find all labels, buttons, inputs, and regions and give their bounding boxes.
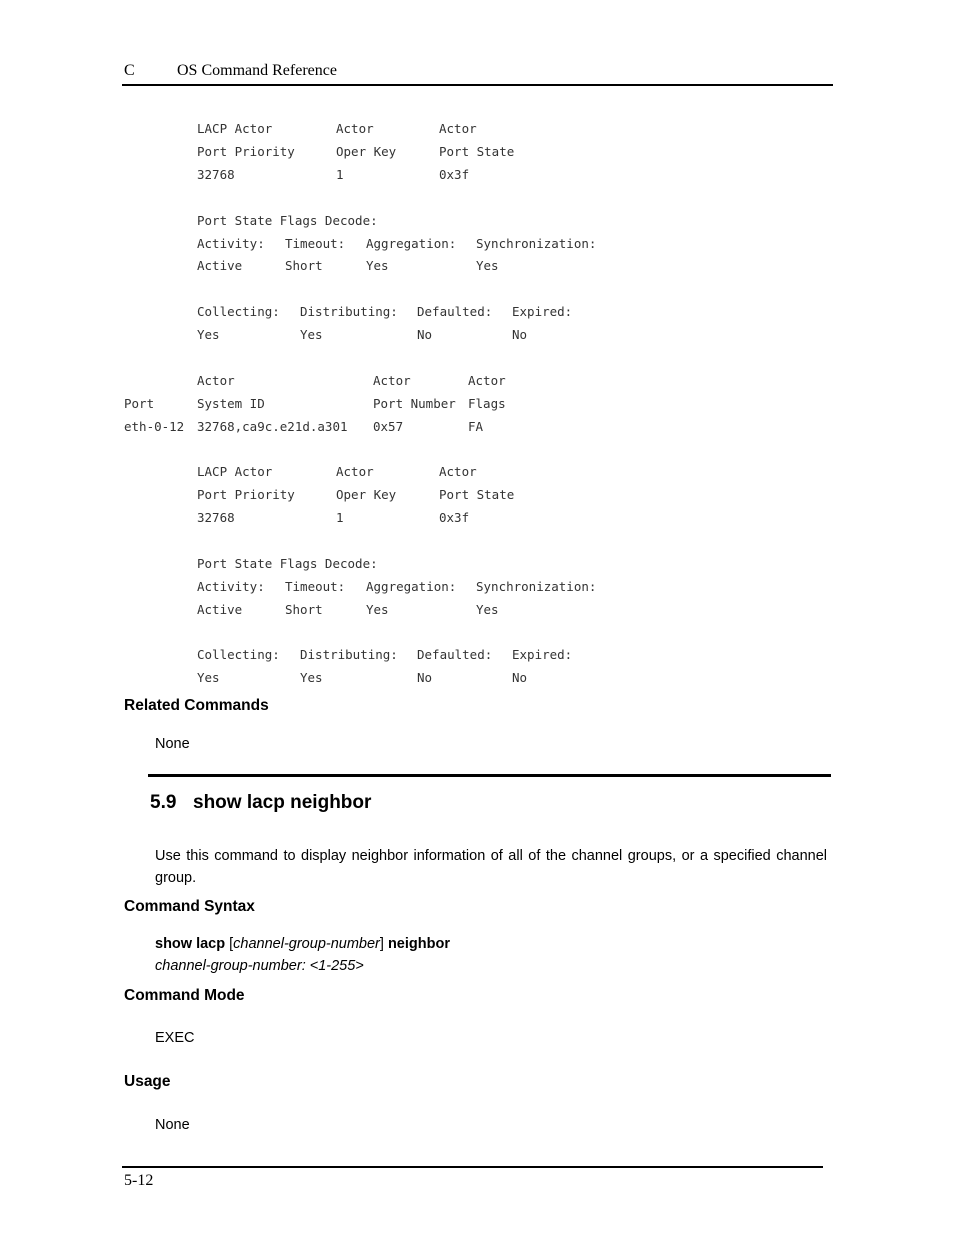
code-text: Actor	[197, 373, 235, 388]
footer-rule	[122, 1166, 823, 1168]
code-text: Activity:	[197, 236, 265, 251]
section-title: show lacp neighbor	[193, 792, 372, 813]
code-text: Collecting:	[197, 304, 280, 319]
code-text: Port State Flags Decode:	[197, 213, 378, 228]
code-text: Yes	[197, 670, 220, 685]
code-text: Port State Flags Decode:	[197, 556, 378, 571]
command-mode-body: EXEC	[155, 1030, 195, 1046]
code-text: FA	[468, 419, 484, 434]
related-commands-heading: Related Commands	[124, 697, 269, 714]
code-text: Timeout:	[285, 579, 346, 594]
code-text: Defaulted:	[417, 304, 493, 319]
code-text: 32768	[197, 510, 235, 525]
code-text: Collecting:	[197, 647, 280, 662]
code-text: LACP Actor	[197, 121, 273, 136]
code-text: 32768	[197, 167, 235, 182]
code-text: Oper Key	[336, 144, 397, 159]
code-text: Aggregation:	[366, 579, 457, 594]
code-text: LACP Actor	[197, 464, 273, 479]
code-text: Yes	[197, 327, 220, 342]
related-commands-body: None	[155, 736, 190, 752]
command-mode-heading: Command Mode	[124, 987, 245, 1004]
code-text: 1	[336, 510, 344, 525]
code-text: 32768,ca9c.e21d.a301	[197, 419, 348, 434]
code-text: Oper Key	[336, 487, 397, 502]
code-text: Flags	[468, 396, 506, 411]
code-text: Port Priority	[197, 144, 295, 159]
command-syntax-heading: Command Syntax	[124, 898, 255, 915]
code-text: Port State	[439, 144, 515, 159]
code-text: Actor	[439, 464, 477, 479]
code-text: Short	[285, 258, 323, 273]
section-number: 5.9	[150, 792, 177, 813]
code-text: 0x3f	[439, 167, 470, 182]
code-text: Port State	[439, 487, 515, 502]
code-text: No	[512, 327, 528, 342]
syntax-command: show lacp	[155, 936, 226, 952]
usage-body: None	[155, 1117, 190, 1133]
code-text: Actor	[468, 373, 506, 388]
page-number: 5-12	[124, 1172, 154, 1189]
code-text: Yes	[476, 258, 499, 273]
code-text: Actor	[336, 121, 374, 136]
code-text: Actor	[439, 121, 477, 136]
header-rule	[122, 84, 833, 86]
code-text: Distributing:	[300, 304, 398, 319]
syntax-bracket-close: ]	[379, 936, 388, 952]
syntax-keyword: neighbor	[387, 936, 450, 952]
code-text: Actor	[373, 373, 411, 388]
code-text: Synchronization:	[476, 236, 597, 251]
code-text: 0x57	[373, 419, 404, 434]
code-text: Defaulted:	[417, 647, 493, 662]
code-text: Active	[197, 258, 243, 273]
code-text: Synchronization:	[476, 579, 597, 594]
code-text: Short	[285, 602, 323, 617]
code-text: Activity:	[197, 579, 265, 594]
code-text: No	[512, 670, 528, 685]
usage-heading: Usage	[124, 1073, 171, 1090]
code-text: eth-0-12	[124, 419, 185, 434]
code-text: Port	[124, 396, 155, 411]
code-text: 0x3f	[439, 510, 470, 525]
code-text: Yes	[366, 602, 389, 617]
section-description: Use this command to display neighbor information of all of the channel groups, or a specified channel group.	[155, 848, 827, 886]
code-text: Yes	[366, 258, 389, 273]
code-text: Distributing:	[300, 647, 398, 662]
syntax-param: channel-group-number	[233, 936, 380, 952]
code-text: Expired:	[512, 304, 573, 319]
code-text: Actor	[336, 464, 374, 479]
syntax-param-range: channel-group-number: <1-255>	[155, 958, 364, 974]
code-text: Active	[197, 602, 243, 617]
code-text: Yes	[300, 327, 323, 342]
code-text: No	[417, 327, 433, 342]
syntax-bracket-open: [	[225, 936, 234, 952]
code-text: Port Priority	[197, 487, 295, 502]
code-text: No	[417, 670, 433, 685]
code-text: System ID	[197, 396, 265, 411]
code-text: Yes	[300, 670, 323, 685]
code-text: Yes	[476, 602, 499, 617]
code-text: 1	[336, 167, 344, 182]
header-title: OS Command Reference	[177, 62, 337, 79]
command-syntax-line	[155, 936, 450, 952]
code-text: Port Number	[373, 396, 456, 411]
code-text: Timeout:	[285, 236, 346, 251]
section-rule	[148, 774, 831, 777]
code-text: Aggregation:	[366, 236, 457, 251]
code-text: Expired:	[512, 647, 573, 662]
header-chapter-letter: C	[124, 62, 135, 79]
